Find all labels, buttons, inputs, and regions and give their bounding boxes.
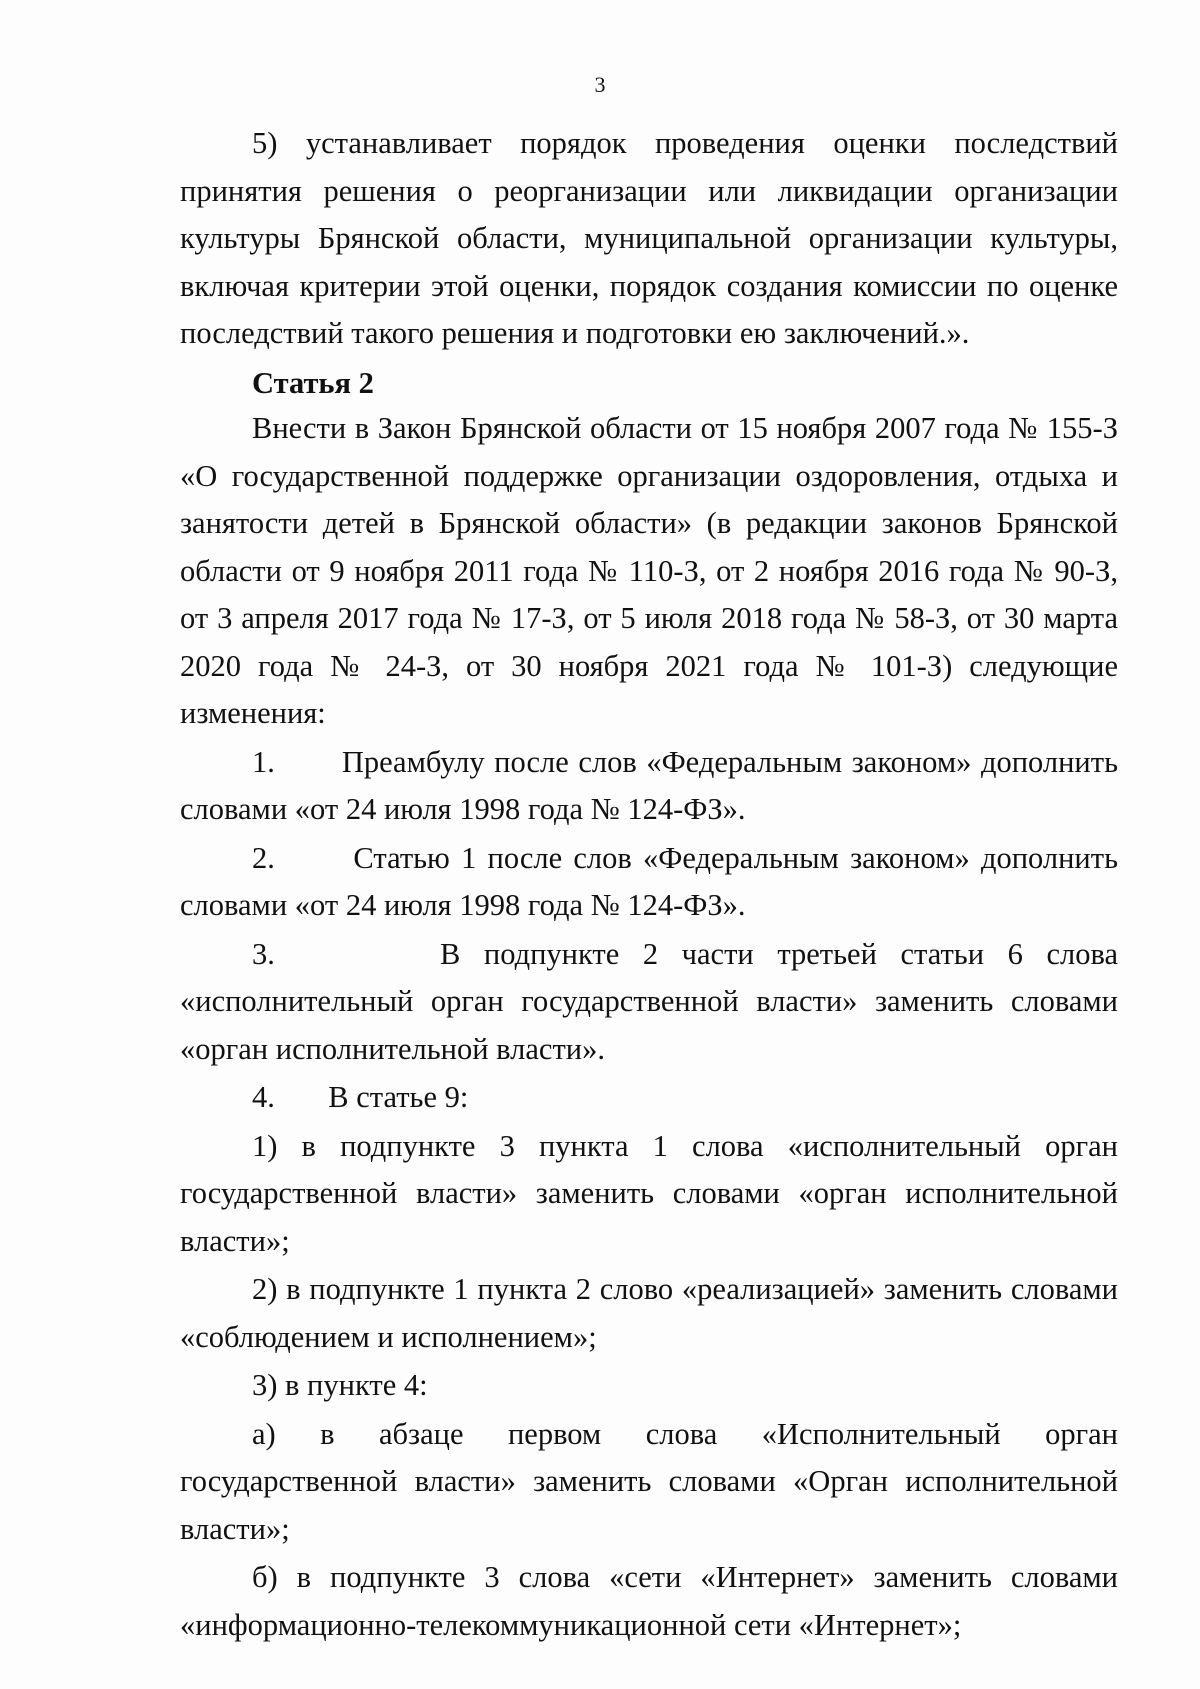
amendment-1: 1. Преамбулу после слов «Федеральным законом» дополнить словами «от 24 июля 1998 года № 124-ФЗ». xyxy=(180,744,1118,826)
paragraph-item-5-continuation: 5) устанавливает порядок проведения оценки последствий принятия решения о реорганизации или ликвидации организации культуры Брянской области, муниципальной организации культуры, включая критерии этой оценки, порядок создания комиссии по оценке последствий такого решения и подготовки ею заключений.». xyxy=(180,126,1118,350)
amendment-4-sub-1: 1) в подпункте 3 пункта 1 слова «исполнительный орган государственной власти» заменить словами «орган исполнительной власти»; xyxy=(180,1128,1118,1258)
amendment-4-sub-3: 3) в пункте 4: xyxy=(252,1368,428,1402)
article-intro-paragraph: Внести в Закон Брянской области от 15 ноября 2007 года № 155-З «О государственной поддержке организации оздоровления, отдыха и занятости детей в Брянской области» (в редакции законов Брянской области от 9 ноября 2011 года № 110-З, от 2 ноября 2016 года № 90-З, от 3 апреля 2017 года № 17-З, от 5 июля 2018 года № 58-З, от 30 марта 2020 года № 24-З, от 30 ноября 2021 года № 101-З) следующие изменения: xyxy=(180,411,1118,730)
amendment-4-sub-2: 2) в подпункте 1 пункта 2 слово «реализацией» заменить словами «соблюдением и исполнением»; xyxy=(180,1272,1118,1354)
amendment-2: 2. Статью 1 после слов «Федеральным законом» дополнить словами «от 24 июля 1998 года № 124-ФЗ». xyxy=(180,840,1118,922)
document-body xyxy=(180,120,1118,1649)
amendment-4-sub-3-b: б) в подпункте 3 слова «сети «Интернет» заменить словами «информационно-телекоммуникационной сети «Интернет»; xyxy=(180,1560,1118,1642)
amendment-4: 4. В статье 9: xyxy=(252,1080,469,1114)
article-heading: Статья 2 xyxy=(252,365,374,400)
amendment-4-sub-3-a: а) в абзаце первом слова «Исполнительный орган государственной власти» заменить словами «Орган исполнительной власти»; xyxy=(180,1416,1118,1546)
page-number: 3 xyxy=(594,72,606,97)
amendment-3: 3. В подпункте 2 части третьей статьи 6 слова «исполнительный орган государственной власти» заменить словами «орган исполнительной власти». xyxy=(180,936,1118,1066)
